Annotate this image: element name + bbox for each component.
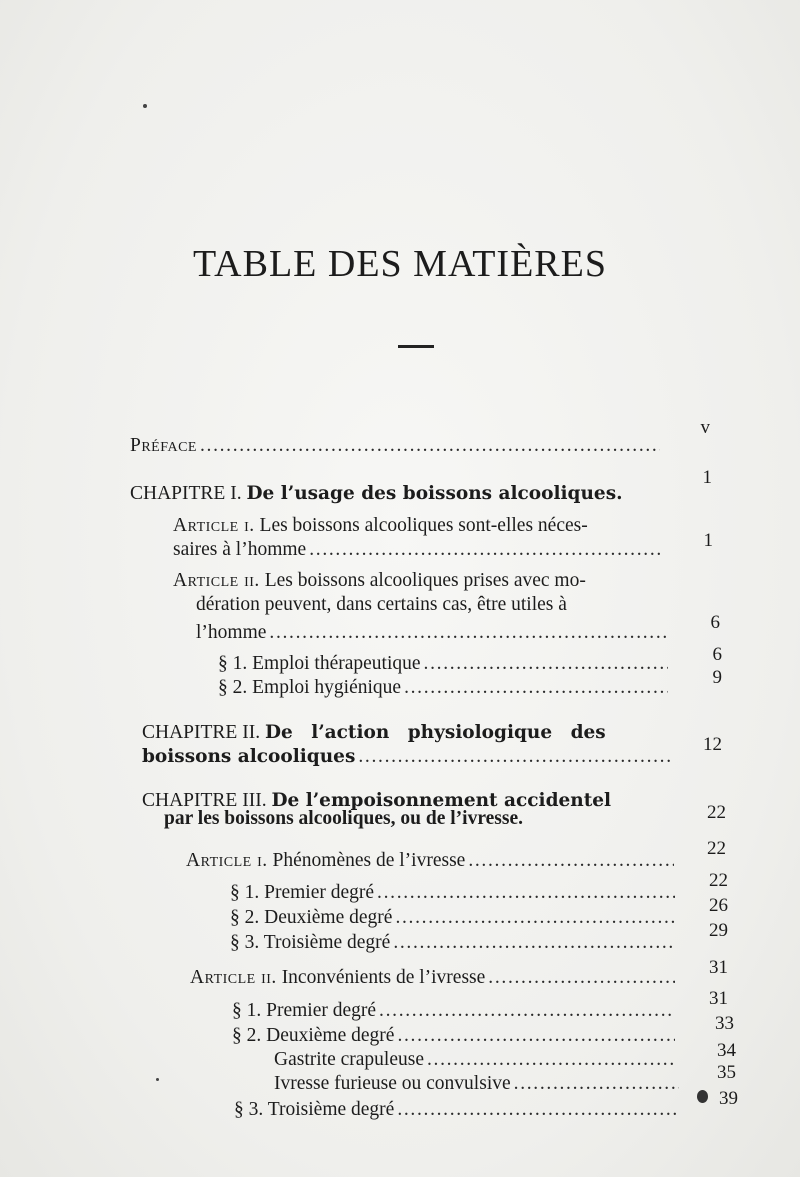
- article-prefix: Article i.: [186, 850, 268, 871]
- leader-dots: [424, 653, 668, 675]
- toc-entry-preface: [130, 435, 660, 457]
- entry-label: Ivresse furieuse ou convulsive: [274, 1073, 511, 1094]
- leader-dots: [269, 622, 666, 644]
- toc-entry-article-1-line2: [173, 539, 663, 561]
- toc-entry-subsection: [274, 1073, 679, 1095]
- entry-text: l’homme: [196, 622, 267, 643]
- page-number: 22: [707, 838, 726, 859]
- entry-label: § 3. Troisième degré: [234, 1099, 395, 1120]
- chapter-title: boissons alcooliques: [142, 746, 356, 767]
- page-number: 29: [709, 920, 728, 941]
- entry-label: § 2. Deuxième degré: [230, 907, 393, 928]
- toc-entry-chapter-2-line1: [142, 722, 606, 744]
- entry-label: § 1. Emploi thérapeutique: [218, 653, 421, 674]
- page-number: 6: [710, 612, 720, 633]
- toc-entry-article-2-line1: [173, 570, 586, 592]
- toc-entry-section: [230, 932, 675, 954]
- chapter-prefix: CHAPITRE III.: [142, 790, 267, 811]
- toc-entry-section: [218, 677, 668, 699]
- leader-dots: [488, 967, 675, 989]
- page-number: 31: [709, 988, 728, 1009]
- page-number: 9: [712, 667, 722, 688]
- toc-entry-subsection: [274, 1049, 675, 1071]
- leader-dots: [427, 1049, 675, 1071]
- toc-entry-chapter-2-line2: [142, 746, 670, 768]
- leader-dots: [379, 1000, 675, 1022]
- toc-entry-chapter-3-line2: par les boissons alcooliques, ou de l’ivresse.: [164, 808, 523, 829]
- leader-dots: [397, 1025, 675, 1047]
- chapter-prefix: CHAPITRE II.: [142, 722, 261, 743]
- article-prefix: Article ii.: [173, 570, 260, 591]
- toc-entry-article-2-line3: [196, 622, 666, 644]
- page-number: 12: [703, 734, 722, 755]
- leader-dots: [358, 746, 670, 768]
- toc-entry-article: [186, 850, 674, 872]
- ink-speck: [143, 104, 147, 108]
- entry-label: § 1. Premier degré: [230, 882, 375, 903]
- page-number: 22: [709, 870, 728, 891]
- entry-label: § 2. Deuxième degré: [232, 1025, 395, 1046]
- entry-text: Les boissons alcooliques prises avec mo-: [264, 570, 586, 591]
- page-number: 1: [702, 467, 712, 488]
- toc-entry-section: [232, 1000, 675, 1022]
- entry-label: Phénomènes de l’ivresse: [272, 850, 466, 871]
- chapter-title: De l’empoisonnement accidentel: [271, 790, 612, 811]
- page-number: v: [700, 417, 710, 438]
- page-number: 35: [717, 1062, 736, 1083]
- chapter-prefix: CHAPITRE I.: [130, 483, 242, 504]
- entry-label: § 2. Emploi hygiénique: [218, 677, 402, 698]
- page-title: TABLE DES MATIÈRES: [193, 243, 607, 285]
- leader-dots: [514, 1073, 679, 1095]
- toc-entry-article-2-line2: dération peuvent, dans certains cas, être utiles à: [196, 594, 567, 615]
- page-number: 34: [717, 1040, 736, 1061]
- entry-text: saires à l’homme: [173, 539, 307, 560]
- chapter-title: De l’usage des boissons alcooliques.: [246, 483, 623, 504]
- page-number: 33: [715, 1013, 734, 1034]
- toc-entry-section: [232, 1025, 675, 1047]
- leader-dots: [395, 907, 675, 929]
- page-number: 6: [712, 644, 722, 665]
- page-number: 31: [709, 957, 728, 978]
- entry-label: Gastrite crapuleuse: [274, 1049, 424, 1070]
- page-number: 22: [707, 802, 726, 823]
- entry-text: Les boissons alcooliques sont-elles néces-: [259, 515, 588, 536]
- title-rule: [398, 345, 434, 348]
- leader-dots: [393, 932, 675, 954]
- leader-dots: [377, 882, 675, 904]
- toc-entry-chapter-1: [130, 483, 665, 505]
- chapter-title: De l’action physiologique des: [264, 722, 606, 743]
- page-number: 1: [703, 530, 713, 551]
- leader-dots: [468, 850, 674, 872]
- toc-entry-section: [234, 1099, 679, 1121]
- article-prefix: Article i.: [173, 515, 255, 536]
- ink-speck: [156, 1078, 159, 1081]
- article-prefix: Article ii.: [190, 967, 277, 988]
- entry-label: Inconvénients de l’ivresse: [281, 967, 486, 988]
- page-number: 26: [709, 895, 728, 916]
- leader-dots: [397, 1099, 679, 1121]
- toc-entry-section: [218, 653, 668, 675]
- entry-label: Préface: [130, 435, 197, 456]
- page-number: 39: [719, 1088, 738, 1109]
- leader-dots: [309, 539, 663, 561]
- toc-entry-article-1-line1: [173, 515, 588, 537]
- toc-entry-article: [190, 967, 675, 989]
- entry-label: § 3. Troisième degré: [230, 932, 391, 953]
- leader-dots: [200, 435, 660, 457]
- toc-entry-section: [230, 882, 675, 904]
- entry-label: § 1. Premier degré: [232, 1000, 377, 1021]
- leader-dots: [404, 677, 668, 699]
- toc-entry-section: [230, 907, 675, 929]
